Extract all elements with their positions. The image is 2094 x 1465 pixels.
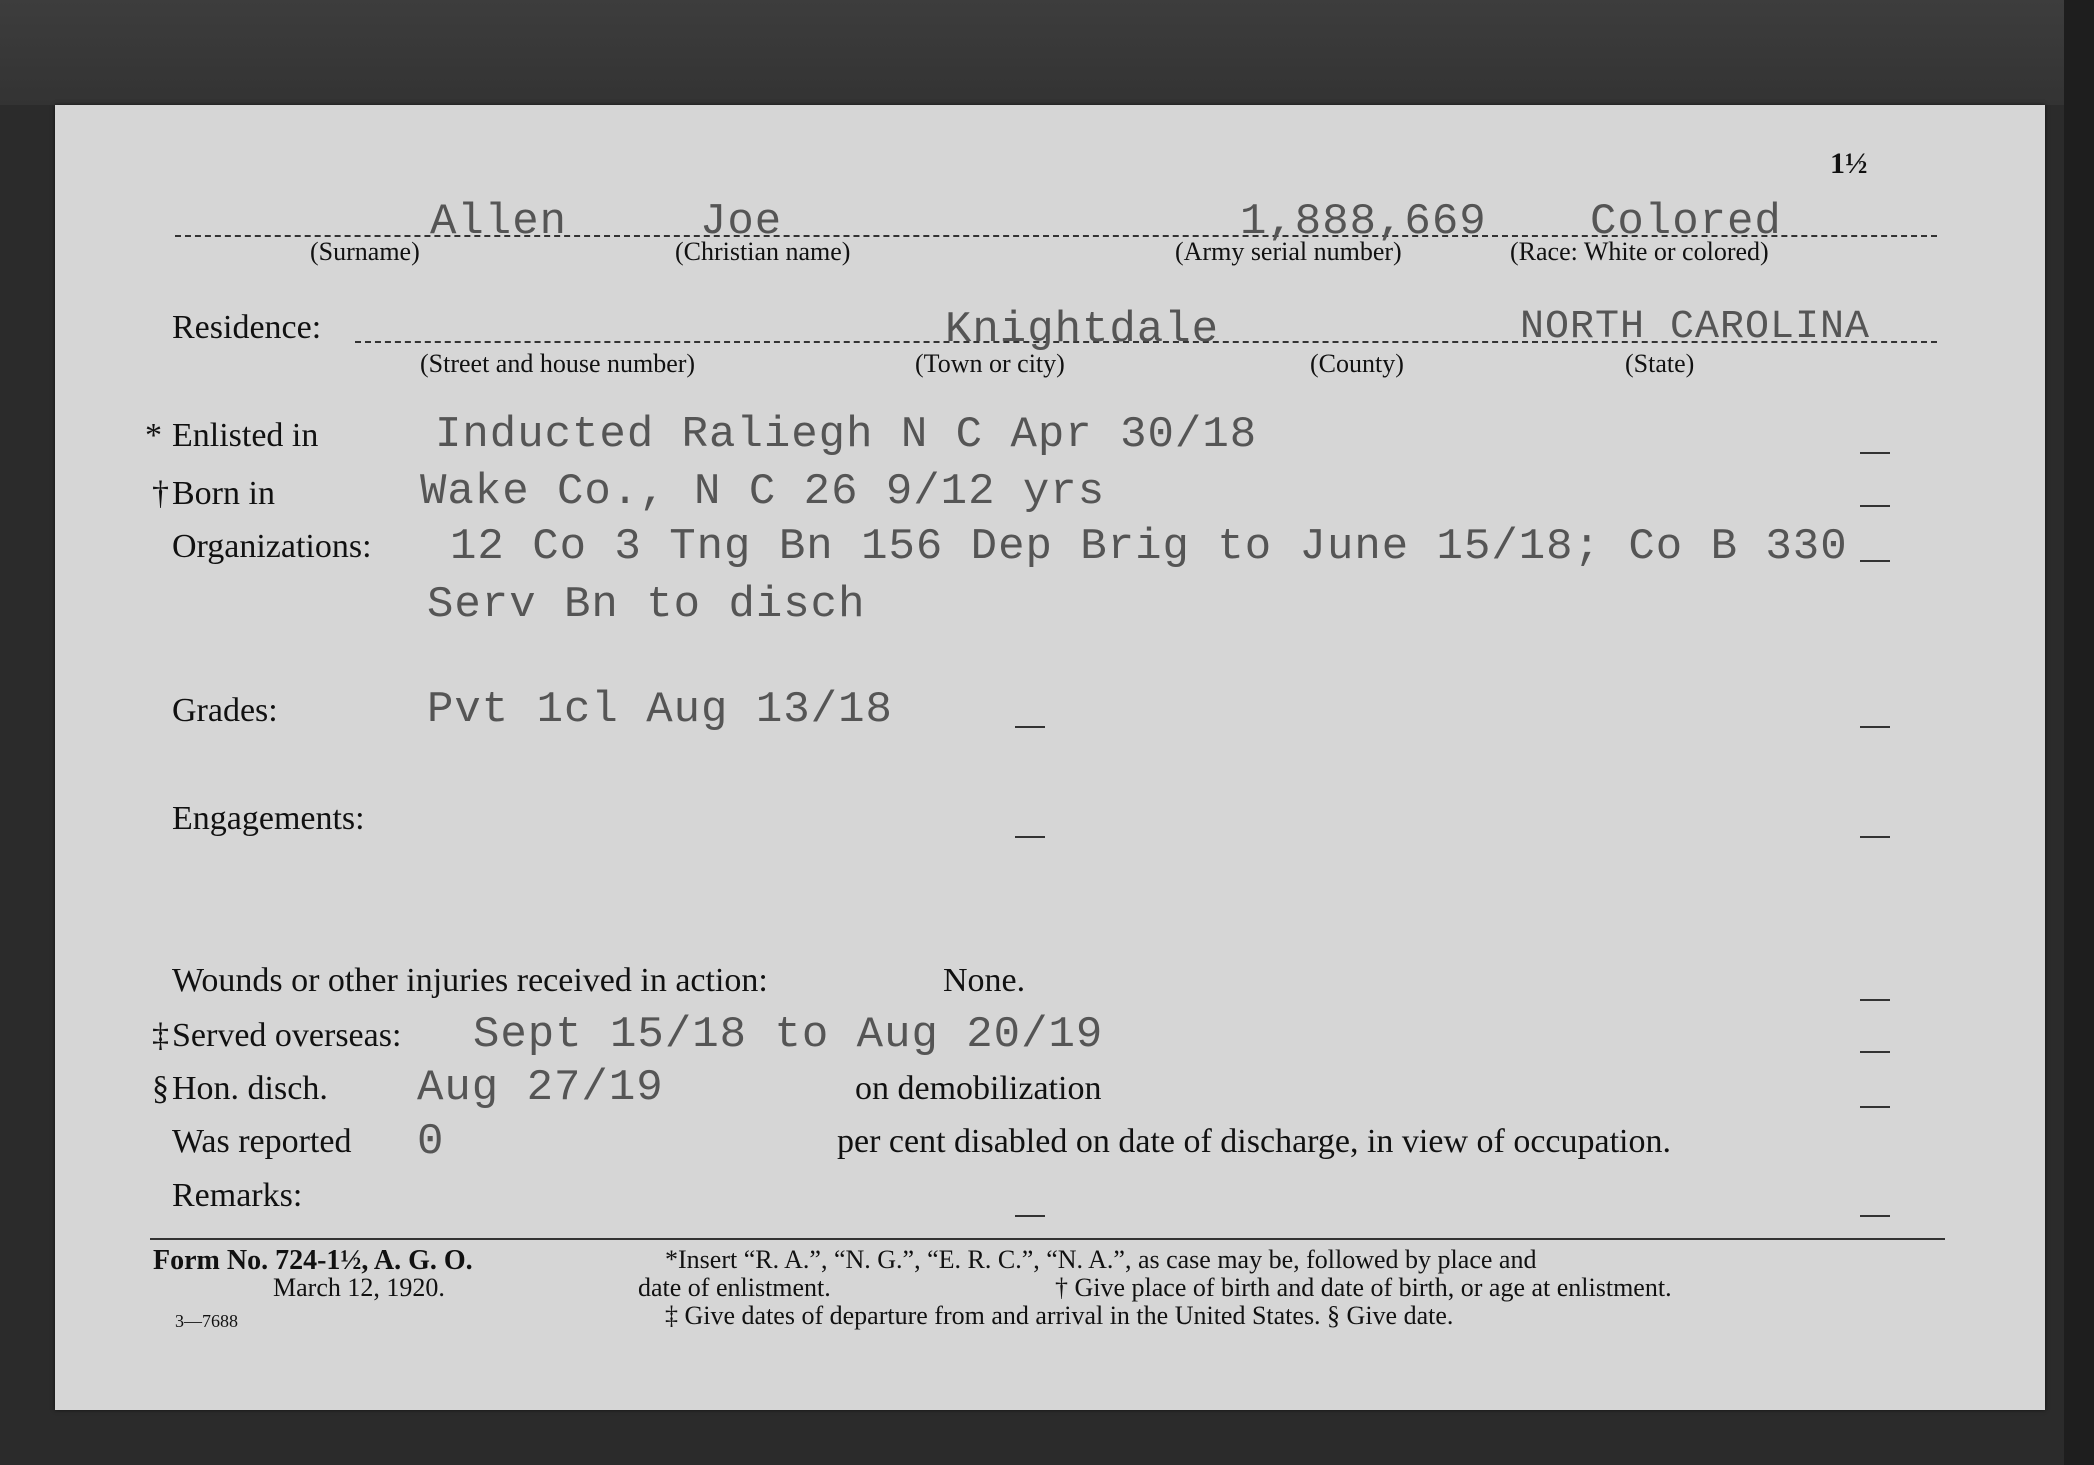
county-caption: (County) (1310, 349, 1404, 378)
discharge-mark: § (152, 1070, 169, 1107)
christian-name-caption: (Christian name) (675, 237, 851, 266)
reported-label: Was reported (172, 1123, 352, 1160)
race-value: Colored (1590, 197, 1782, 247)
wounds-value: None. (943, 962, 1026, 999)
form-date: March 12, 1920. (273, 1273, 445, 1302)
state-value: NORTH CAROLINA (1520, 305, 1871, 350)
footnote-line2a: date of enlistment. (638, 1273, 831, 1302)
discharge-label: Hon. disch. (172, 1070, 328, 1107)
town-value: Knightdale (945, 305, 1220, 355)
remarks-label: Remarks: (172, 1177, 303, 1214)
remarks-mid-dash (1015, 1215, 1045, 1217)
footnote-line2b: † Give place of birth and date of birth, or age at enlistment. (1055, 1273, 1672, 1302)
enlisted-mark: * (145, 417, 162, 454)
born-label: Born in (172, 475, 275, 512)
serial-number-caption: (Army serial number) (1175, 237, 1402, 266)
engagements-label: Engagements: (172, 800, 365, 837)
discharge-value: Aug 27/19 (417, 1063, 664, 1113)
wounds-label: Wounds or other injuries received in action: (172, 962, 768, 999)
print-code: 3—7688 (175, 1311, 238, 1331)
street-caption: (Street and house number) (420, 349, 696, 378)
state-caption: (State) (1625, 349, 1695, 378)
organizations-value-line1: 12 Co 3 Tng Bn 156 Dep Brig to June 15/18; Co B 330 (450, 522, 1848, 572)
scan-background-right (2064, 0, 2094, 1465)
reported-value: 0 (417, 1117, 445, 1167)
overseas-end-dash (1860, 1051, 1890, 1053)
residence-label: Residence: (172, 309, 322, 346)
surname-caption: (Surname) (310, 237, 420, 266)
discharge-end-dash (1860, 1106, 1890, 1108)
town-caption: (Town or city) (915, 349, 1065, 378)
engagements-end-dash (1860, 836, 1890, 838)
reported-suffix: per cent disabled on date of discharge, in view of occupation. (837, 1123, 1671, 1160)
corner-number: 1½ (1830, 147, 1868, 180)
born-end-dash (1860, 505, 1890, 507)
service-record-card (55, 105, 2045, 1410)
enlisted-end-dash (1860, 452, 1890, 454)
race-caption: (Race: White or colored) (1510, 237, 1769, 266)
organizations-label: Organizations: (172, 528, 372, 565)
overseas-value: Sept 15/18 to Aug 20/19 (473, 1010, 1104, 1060)
born-value: Wake Co., N C 26 9/12 yrs (420, 467, 1106, 517)
surname-value: Allen (430, 197, 568, 247)
grades-value: Pvt 1cl Aug 13/18 (427, 685, 893, 735)
enlisted-value: Inducted Raliegh N C Apr 30/18 (435, 410, 1258, 460)
overseas-label: Served overseas: (172, 1017, 402, 1054)
enlisted-label: Enlisted in (172, 417, 319, 454)
wounds-end-dash (1860, 999, 1890, 1001)
serial-number-value: 1,888,669 (1240, 197, 1487, 247)
grades-end-dash (1860, 726, 1890, 728)
born-mark: † (152, 475, 169, 512)
form-number: Form No. 724-1½, A. G. O. (153, 1245, 473, 1276)
footnote-line1: *Insert “R. A.”, “N. G.”, “E. R. C.”, “N. A.”, as case may be, followed by place and (665, 1245, 1537, 1274)
discharge-suffix: on demobilization (855, 1070, 1102, 1107)
engagements-mid-dash (1015, 836, 1045, 838)
organizations-value-line2: Serv Bn to disch (427, 580, 866, 630)
christian-name-value: Joe (700, 197, 783, 247)
remarks-end-dash (1860, 1215, 1890, 1217)
organizations-end-dash (1860, 560, 1890, 562)
footer-rule (150, 1238, 1945, 1240)
grades-label: Grades: (172, 692, 278, 729)
scan-background-top (0, 0, 2094, 105)
grades-mid-dash (1015, 726, 1045, 728)
overseas-mark: ‡ (152, 1017, 169, 1054)
footnote-line3: ‡ Give dates of departure from and arrival in the United States. § Give date. (665, 1301, 1454, 1330)
